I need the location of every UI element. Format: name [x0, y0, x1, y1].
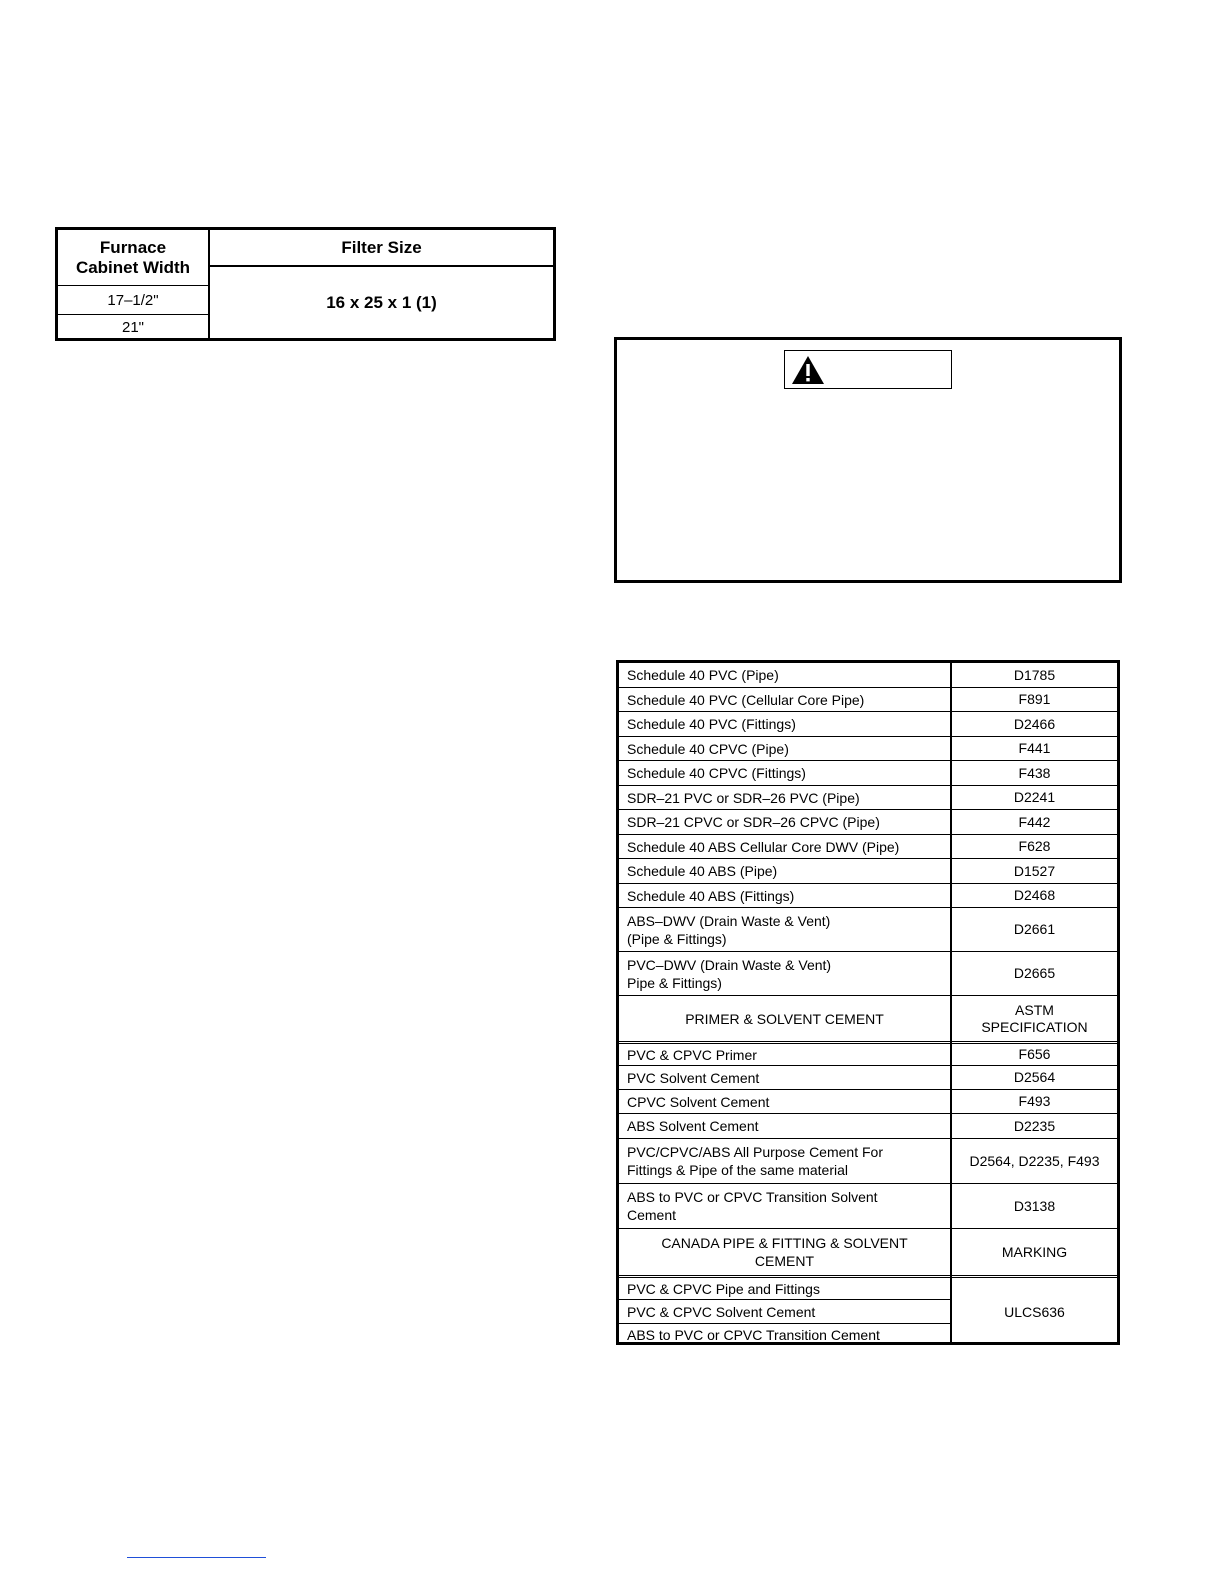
header-line: Cabinet Width	[75, 258, 191, 277]
table-row	[619, 810, 1117, 835]
table-row	[619, 952, 1117, 996]
table-row	[619, 1300, 950, 1324]
material-cell: SDR–21 PVC or SDR–26 PVC (Pipe)	[627, 789, 860, 806]
material-cell: PVC & CPVC Pipe and Fittings	[627, 1280, 820, 1297]
material-line: ABS–DWV (Drain Waste & Vent)	[627, 912, 831, 929]
material-line: Fittings & Pipe of the same material	[627, 1162, 848, 1178]
warning-box	[614, 337, 1122, 583]
table-row	[619, 737, 1117, 761]
section-header-label	[619, 1229, 950, 1275]
material-cell: CPVC Solvent Cement	[627, 1093, 770, 1110]
material-cell: PVC & CPVC Primer	[627, 1046, 757, 1063]
material-line: Pipe & Fittings)	[627, 974, 722, 991]
material-cell: ABS to PVC or CPVC Transition Cement	[627, 1326, 880, 1343]
section-header-spec: MARKING	[1001, 1243, 1068, 1260]
table-row	[619, 908, 1117, 952]
spec-header-line: SPECIFICATION	[981, 1018, 1088, 1035]
table-row	[619, 712, 1117, 737]
table-row	[619, 835, 1117, 859]
warning-triangle-icon	[791, 355, 825, 385]
spec-cell: F438	[1018, 764, 1051, 781]
spec-cell: D2661	[1013, 921, 1056, 937]
spec-cell: D1785	[1013, 666, 1056, 683]
spec-cell: F493	[1018, 1093, 1051, 1109]
section-header-label: PRIMER & SOLVENT CEMENT	[685, 1010, 884, 1027]
table-row	[619, 1066, 1117, 1090]
table-row	[619, 1139, 1117, 1184]
table-row	[619, 1324, 950, 1345]
material-cell	[627, 952, 947, 995]
material-cell: Schedule 40 PVC (Fittings)	[627, 716, 796, 732]
table-row	[619, 1044, 1117, 1066]
section-header-spec	[952, 996, 1117, 1041]
material-cell: Schedule 40 ABS (Pipe)	[627, 863, 778, 879]
table-row	[619, 786, 1117, 810]
spec-header-line: ASTM	[1015, 1001, 1054, 1018]
table-row	[619, 884, 1117, 908]
table-row	[619, 1278, 950, 1300]
section-header-row	[619, 1229, 1117, 1278]
pipe-cement-spec-table	[616, 660, 1120, 1345]
table-row	[619, 761, 1117, 786]
spec-cell: D3138	[1013, 1197, 1056, 1214]
material-cell: Schedule 40 ABS (Fittings)	[627, 887, 795, 904]
spec-cell: F628	[1018, 838, 1051, 854]
filter-size-table	[55, 227, 556, 341]
spec-cell: F441	[1018, 740, 1051, 756]
filter-size-header: Filter Size	[341, 237, 422, 257]
spec-cell: F891	[1018, 691, 1051, 707]
spec-cell: F656	[1018, 1046, 1051, 1062]
spec-cell: F442	[1018, 813, 1051, 830]
material-cell: Schedule 40 PVC (Pipe)	[627, 667, 779, 683]
cabinet-width-cell: 21"	[121, 319, 144, 336]
warning-label-frame	[784, 350, 952, 389]
spec-cell: D2466	[1013, 715, 1056, 732]
link-underline	[127, 1557, 266, 1558]
material-line: PVC–DWV (Drain Waste & Vent)	[627, 956, 832, 973]
material-line: Cement	[627, 1207, 677, 1223]
material-cell	[627, 1184, 947, 1228]
section-header-row	[619, 996, 1117, 1044]
table-row	[619, 663, 1117, 688]
section-header-line: CANADA PIPE & FITTING & SOLVENT	[661, 1235, 908, 1251]
spec-cell: D2241	[1013, 789, 1056, 805]
section-header-line: CEMENT	[754, 1253, 815, 1269]
material-cell: SDR–21 CPVC or SDR–26 CPVC (Pipe)	[627, 814, 880, 830]
spec-cell: D2665	[1013, 965, 1056, 981]
material-cell: PVC Solvent Cement	[627, 1069, 760, 1086]
furnace-cabinet-width-header	[58, 234, 208, 282]
table-row	[619, 1184, 1117, 1229]
material-line: (Pipe & Fittings)	[627, 930, 727, 947]
material-cell: ABS Solvent Cement	[627, 1118, 759, 1134]
spec-cell: D2468	[1013, 887, 1056, 903]
material-line: ABS to PVC or CPVC Transition Solvent	[627, 1189, 878, 1205]
spec-cell: D1527	[1013, 862, 1056, 879]
spec-cell: ULCS636	[952, 1278, 1117, 1345]
table-row	[619, 1090, 1117, 1114]
material-cell	[627, 1139, 947, 1183]
material-cell	[627, 908, 947, 951]
spec-cell: D2564, D2235, F493	[969, 1152, 1100, 1169]
material-cell: Schedule 40 CPVC (Fittings)	[627, 765, 806, 781]
material-cell: Schedule 40 PVC (Cellular Core Pipe)	[627, 691, 865, 708]
table-row	[619, 859, 1117, 884]
material-cell: PVC & CPVC Solvent Cement	[627, 1303, 816, 1320]
table-row	[619, 1114, 1117, 1139]
material-cell: Schedule 40 CPVC (Pipe)	[627, 740, 789, 757]
cabinet-width-cell: 17–1/2"	[107, 291, 159, 309]
table-row	[619, 688, 1117, 712]
column-divider	[950, 663, 952, 1342]
material-line: PVC/CPVC/ABS All Purpose Cement For	[627, 1144, 883, 1160]
spec-cell: D2235	[1013, 1117, 1056, 1134]
material-cell: Schedule 40 ABS Cellular Core DWV (Pipe)	[627, 838, 900, 855]
header-line: Furnace	[99, 238, 167, 257]
spec-cell: D2564	[1013, 1069, 1056, 1085]
filter-size-value: 16 x 25 x 1 (1)	[326, 292, 437, 312]
